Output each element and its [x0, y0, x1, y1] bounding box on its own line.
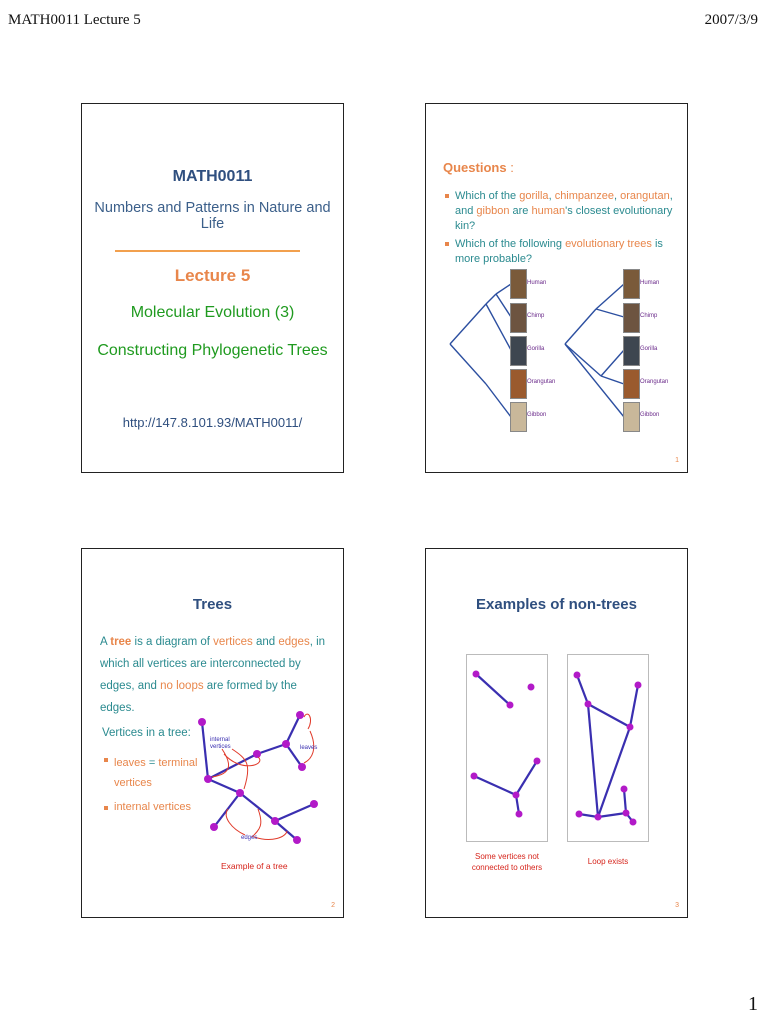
course-code: MATH0011: [172, 168, 253, 185]
phylo-tree-1: [426, 104, 689, 474]
species-label: Chimp: [640, 313, 658, 319]
species-label: Gibbon: [640, 412, 660, 418]
species-label: Gibbon: [527, 412, 547, 418]
slide-title: Trees: [192, 596, 233, 613]
chimp-portrait: [510, 303, 527, 333]
questions-heading: Questions :: [443, 160, 514, 175]
slide-title: [81, 103, 344, 473]
page-header-right: 2007/3/9: [704, 12, 758, 28]
human-portrait: [623, 269, 640, 299]
slide-trees: [81, 548, 344, 918]
page-number: 1: [748, 993, 758, 1015]
question-2: Which of the following evolutionary trees is more probable?: [443, 237, 683, 267]
gorilla-portrait: [623, 336, 640, 366]
gorilla-portrait: [510, 336, 527, 366]
tree-example-diagram: [82, 549, 345, 919]
lecture-label: Lecture 5: [174, 266, 251, 285]
species-label: Human: [640, 280, 660, 286]
orangutan-portrait: [623, 369, 640, 399]
slide-number: 1: [675, 457, 679, 464]
species-label: Orangutan: [527, 379, 556, 385]
label-leaves: leaves: [300, 745, 318, 751]
course-url[interactable]: http://147.8.101.93/MATH0011/: [122, 415, 303, 430]
slide-number: 2: [331, 902, 335, 909]
caption-disconnected: Some vertices not connected to others: [471, 852, 543, 872]
course-title: Numbers and Patterns in Nature and Life: [94, 200, 331, 232]
page-header-left: MATH0011 Lecture 5: [8, 12, 141, 28]
species-label: Orangutan: [640, 379, 669, 385]
slide-number: 3: [675, 902, 679, 909]
label-edges: edges: [241, 835, 258, 841]
topic-line-2: Constructing Phylogenetic Trees: [97, 342, 328, 359]
question-1: Which of the gorilla, chimpanzee, orangutan, and gibbon are human's closest evolutionary kin?: [443, 189, 683, 234]
tree-caption: Example of a tree: [221, 861, 288, 871]
gibbon-portrait: [510, 402, 527, 432]
tree-definition: A tree is a diagram of vertices and edges, in which all vertices are interconnected by edges, and no loops are formed by the edges.: [100, 636, 326, 714]
human-portrait: [510, 269, 527, 299]
slide-non-trees: [425, 548, 688, 918]
chimp-portrait: [623, 303, 640, 333]
label-internal-vertices: internal vertices: [210, 737, 231, 750]
species-label: Gorilla: [640, 346, 658, 352]
bullet-leaves: leaves = terminal vertices: [102, 753, 214, 793]
species-label: Chimp: [527, 313, 545, 319]
vertices-heading: Vertices in a tree:: [102, 727, 191, 739]
title-divider: [115, 250, 300, 252]
species-label: Gorilla: [527, 346, 545, 352]
orangutan-portrait: [510, 369, 527, 399]
slide-questions: [425, 103, 688, 473]
species-label: Human: [527, 280, 547, 286]
topic-line-1: Molecular Evolution (3): [130, 304, 295, 321]
slide-title: Examples of non-trees: [476, 596, 637, 613]
gibbon-portrait: [623, 402, 640, 432]
bullet-internal: internal vertices: [102, 801, 191, 813]
caption-loop: Loop exists: [587, 857, 629, 866]
